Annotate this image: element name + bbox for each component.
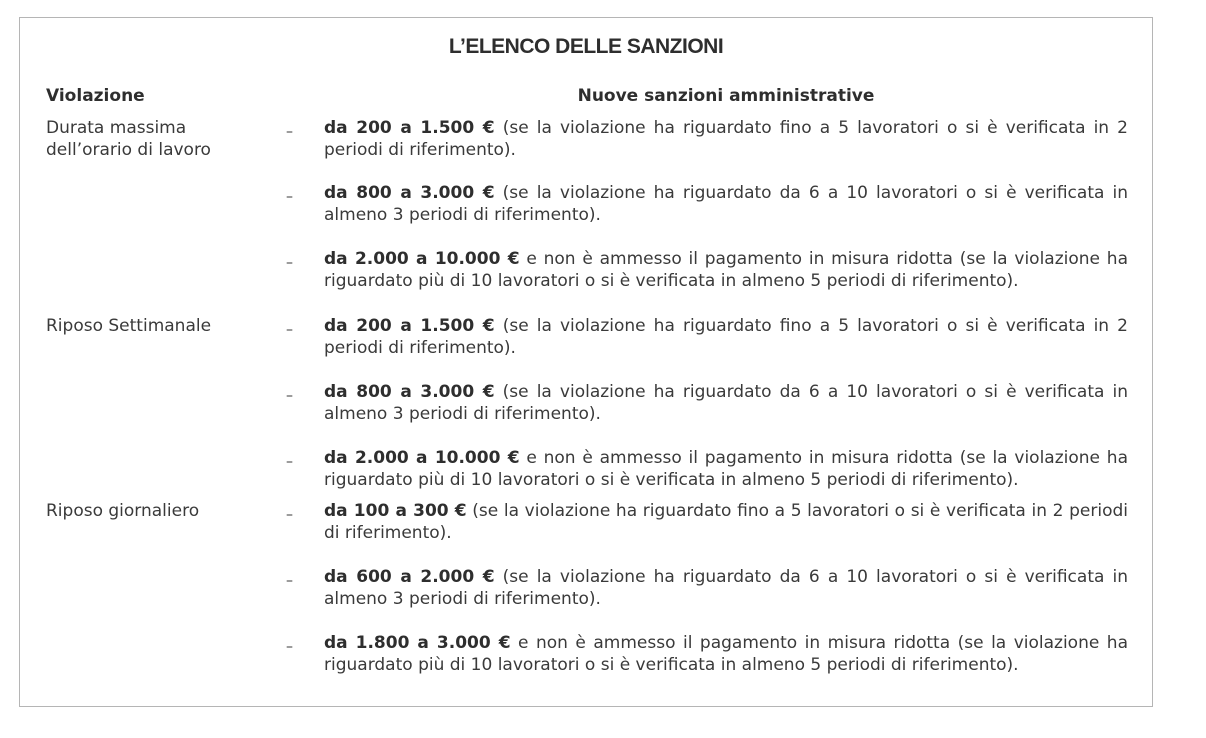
list-dash: – <box>286 639 293 655</box>
violation-label: Durata massima dell’orario di lavoro <box>46 118 211 160</box>
sanction-amount: da 100 a 300 € <box>324 501 467 521</box>
sanction-condition: (se la violazione ha riguardato fino a 5 lavoratori o si è verificata in 2 periodi di riferimento). <box>324 316 1128 358</box>
sanction-text <box>324 381 1128 425</box>
sanction-amount: da 1.800 a 3.000 € <box>324 633 511 653</box>
sanction-amount: da 200 a 1.500 € <box>324 316 495 336</box>
list-dash: – <box>286 124 293 140</box>
sanction-amount: da 200 a 1.500 € <box>324 118 495 138</box>
list-dash: – <box>286 255 293 271</box>
sanction-amount: da 600 a 2.000 € <box>324 567 495 587</box>
violation-label: Riposo giornaliero <box>46 501 200 521</box>
sanction-condition: (se la violazione ha riguardato da 6 a 10 lavoratori o si è verificata in almeno 3 periodi di riferimento). <box>324 567 1128 609</box>
sanction-text <box>324 117 1128 161</box>
sanction-text <box>324 447 1128 491</box>
list-dash: – <box>286 189 293 205</box>
violation-label: Riposo Settimanale <box>46 316 212 336</box>
sanction-amount: da 800 a 3.000 € <box>324 183 495 203</box>
page-title: L’ELENCO DELLE SANZIONI <box>448 35 724 58</box>
sanction-text <box>324 566 1128 610</box>
list-dash: – <box>286 507 293 523</box>
sanction-condition: e non è ammesso il pagamento in misura ridotta (se la violazione ha riguardato più di 10 lavoratori o si è verificata in almeno 5 periodi di riferimento). <box>324 448 1128 490</box>
column-header-violazione: Violazione <box>46 86 145 106</box>
sanction-condition: (se la violazione ha riguardato fino a 5 lavoratori o si è verificata in 2 periodi di riferimento). <box>324 118 1128 160</box>
sanction-condition: (se la violazione ha riguardato da 6 a 10 lavoratori o si è verificata in almeno 3 periodi di riferimento). <box>324 382 1128 424</box>
sanction-text <box>324 500 1128 544</box>
sanction-condition: (se la violazione ha riguardato da 6 a 10 lavoratori o si è verificata in almeno 3 periodi di riferimento). <box>324 183 1128 225</box>
sanction-text <box>324 315 1128 359</box>
sanction-text <box>324 248 1128 292</box>
sanction-amount: da 800 a 3.000 € <box>324 382 495 402</box>
sanction-amount: da 2.000 a 10.000 € <box>324 448 520 468</box>
column-header-sanzioni: Nuove sanzioni amministrative <box>577 86 875 106</box>
sanction-condition: e non è ammesso il pagamento in misura ridotta (se la violazione ha riguardato più di 10 lavoratori o si è verificata in almeno 5 periodi di riferimento). <box>324 249 1128 291</box>
sanction-condition: e non è ammesso il pagamento in misura ridotta (se la violazione ha riguardato più di 10 lavoratori o si è verificata in almeno 5 periodi di riferimento). <box>324 633 1129 675</box>
list-dash: – <box>286 388 293 404</box>
list-dash: – <box>286 322 293 338</box>
list-dash: – <box>286 454 293 470</box>
sanction-text <box>324 182 1128 226</box>
sanction-amount: da 2.000 a 10.000 € <box>324 249 520 269</box>
sanction-text <box>324 632 1128 676</box>
sanction-condition: (se la violazione ha riguardato fino a 5 lavoratori o si è verificata in 2 periodi di riferimento). <box>324 501 1128 543</box>
list-dash: – <box>286 573 293 589</box>
